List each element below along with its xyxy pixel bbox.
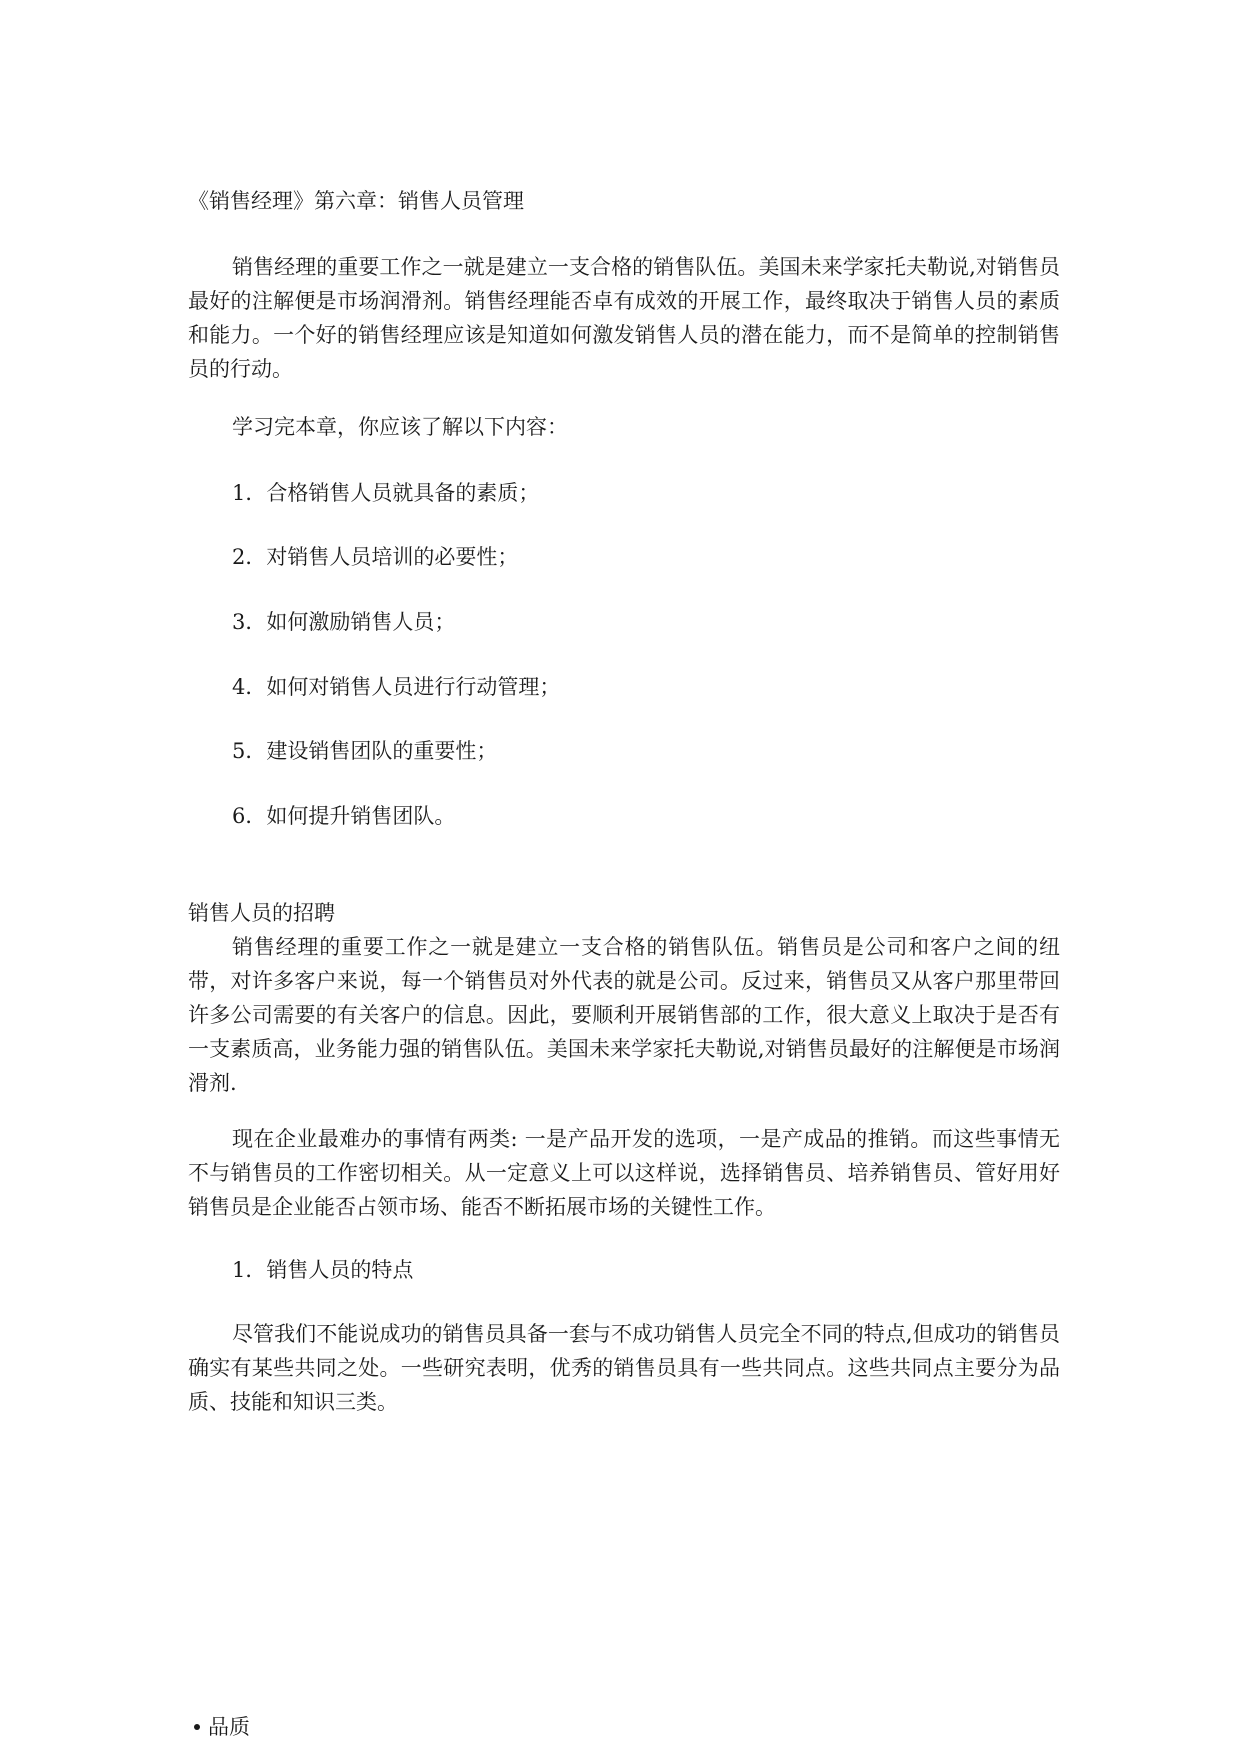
learning-item-6: 6．如何提升销售团队。 [232,804,456,828]
section-heading: 销售人员的招聘 [188,901,335,925]
bullet-label: 品质 [208,1715,250,1739]
learning-item-1: 1．合格销售人员就具备的素质； [232,481,540,505]
learning-item-2: 2．对销售人员培训的必要性； [232,545,519,569]
section-paragraph-1: 销售经理的重要工作之一就是建立一支合格的销售队伍。销售员是公司和客户之间的纽带，对许多客户来说，每一个销售员对外代表的就是公司。反过来，销售员又从客户那里带回许多公司需要的有关客户的信息。因此，要顺利开展销售部的工作，很大意义上取决于是否有一支素质高，业务能力强的销售队伍。美国未来学家托夫勒说,对销售员最好的注解便是市场润滑剂. [188,935,1060,1095]
section-paragraph-2: 现在企业最难办的事情有两类: 一是产品开发的选项，一是产成品的推销。而这些事情无不与销售员的工作密切相关。从一定意义上可以这样说，选择销售员、培养销售员、管好用好销售员是企业能否占领市场、能否不断拓展市场的关键性工作。 [188,1127,1060,1219]
page-title: 《销售经理》第六章：销售人员管理 [188,189,524,213]
section-paragraph-3: 尽管我们不能说成功的销售员具备一套与不成功销售人员完全不同的特点,但成功的销售员确实有某些共同之处。一些研究表明，优秀的销售员具有一些共同点。这些共同点主要分为品质、技能和知识三类。 [188,1322,1060,1414]
learning-item-4: 4．如何对销售人员进行行动管理； [232,675,561,699]
learning-item-3: 3．如何激励销售人员； [232,610,456,634]
intro-paragraph: 销售经理的重要工作之一就是建立一支合格的销售队伍。美国未来学家托夫勒说,对销售员最好的注解便是市场润滑剂。销售经理能否卓有成效的开展工作，最终取决于销售人员的素质和能力。一个好的销售经理应该是知道如何激发销售人员的潜在能力，而不是简单的控制销售员的行动。 [188,255,1060,381]
subheading: 1．销售人员的特点 [232,1258,414,1282]
learning-lead: 学习完本章，你应该了解以下内容： [232,415,568,439]
bullet-item [194,1710,250,1744]
bullet-dot-icon [194,1724,200,1730]
learning-item-5: 5．建设销售团队的重要性； [232,739,498,763]
